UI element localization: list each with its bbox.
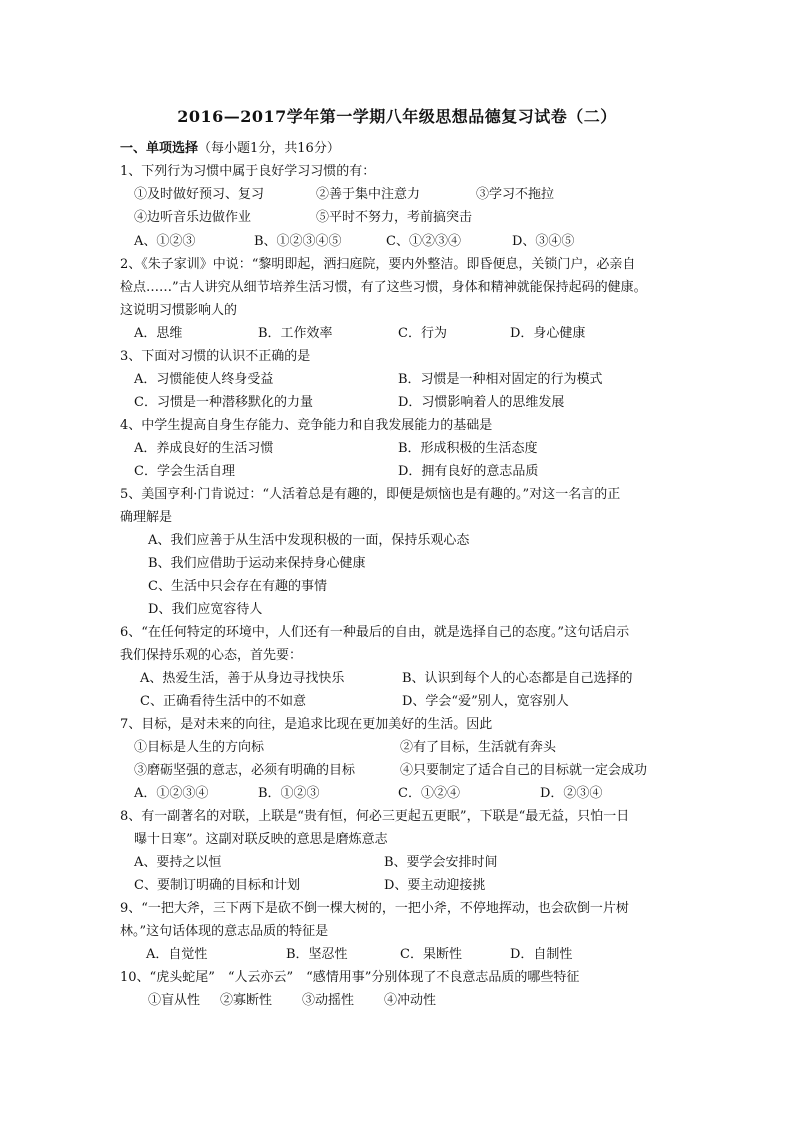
question-1-item: ①及时做好预习、复习 <box>134 187 265 202</box>
question-9-option-c: C．果断性 <box>400 947 462 962</box>
section-heading-label: 一、单项选择 <box>120 141 199 156</box>
question-5-option-d: D、我们应宽容待人 <box>148 602 263 617</box>
question-1-option-d: D、③④⑤ <box>512 234 575 249</box>
question-2-stem: 这说明习惯影响人的 <box>120 303 238 318</box>
question-10-item: ①盲从性 <box>148 993 201 1008</box>
question-5-stem: 5、美国亨利·门肯说过：“人活着总是有趣的，即便是烦恼也是有趣的。”对这一名言的正 <box>120 487 621 502</box>
question-9-option-a: A．自觉性 <box>146 947 208 962</box>
question-9-stem: 林。”这句话体现的意志品质的特征是 <box>120 924 329 939</box>
question-10-item: ②寡断性 <box>220 993 273 1008</box>
question-6-option-d: D、学会“爱”别人，宽容别人 <box>402 694 569 709</box>
question-10-stem: 10、“虎头蛇尾” “人云亦云” “感情用事”分别体现了不良意志品质的哪些特征 <box>120 970 580 985</box>
question-1-item: ②善于集中注意力 <box>316 187 421 202</box>
question-2-option-c: C．行为 <box>398 326 447 341</box>
question-8-option-c: C、要制订明确的目标和计划 <box>134 878 300 893</box>
question-7-option-a: A．①②③④ <box>134 786 209 801</box>
question-4-option-d: D．拥有良好的意志品质 <box>398 464 539 479</box>
question-5-option-a: A、我们应善于从生活中发现积极的一面，保持乐观心态 <box>148 533 470 548</box>
question-3-option-b: B．习惯是一种相对固定的行为模式 <box>398 372 603 387</box>
section-heading-note: （每小题1分，共16分） <box>198 141 340 156</box>
question-2-stem: 2、《朱子家训》中说：“黎明即起，洒扫庭院，要内外整洁。即昏便息，关锁门户，必亲自 <box>120 257 636 272</box>
question-1-item: ③学习不拖拉 <box>476 187 555 202</box>
question-3-option-a: A．习惯能使人终身受益 <box>134 372 274 387</box>
question-4-stem: 4、中学生提高自身生存能力、竞争能力和自我发展能力的基础是 <box>120 418 493 433</box>
question-7-item: ④只要制定了适合自己的目标就一定会成功 <box>400 763 648 778</box>
question-7-option-d: D．②③④ <box>540 786 603 801</box>
question-6-option-b: B、认识到每个人的心态都是自己选择的 <box>402 671 633 686</box>
question-3-option-d: D．习惯影响着人的思维发展 <box>398 395 565 410</box>
question-1-item: ④边听音乐边做作业 <box>134 210 252 225</box>
question-4-option-b: B．形成积极的生活态度 <box>398 441 538 456</box>
question-1-stem: 1、下列行为习惯中属于良好学习习惯的有： <box>120 164 376 179</box>
question-8-stem: 8、有一副著名的对联，上联是“贵有恒，何必三更起五更眠”，下联是“最无益，只怕一日 <box>120 809 630 824</box>
question-2-option-a: A．思维 <box>134 326 183 341</box>
question-2-option-b: B．工作效率 <box>258 326 333 341</box>
question-9-option-d: D．自制性 <box>510 947 573 962</box>
question-6-option-a: A、热爱生活，善于从身边寻找快乐 <box>140 671 345 686</box>
question-6-stem: 6、“在任何特定的环境中，人们还有一种最后的自由，就是选择自己的态度。”这句话启示 <box>120 625 630 640</box>
question-1-item: ⑤平时不努力，考前搞突击 <box>316 210 473 225</box>
question-8-stem: 曝十日寒”。这副对联反映的意思是磨炼意志 <box>134 832 388 847</box>
question-6-option-c: C、正确看待生活中的不如意 <box>140 694 306 709</box>
question-1-option-c: C、①②③④ <box>386 234 461 249</box>
question-3-stem: 3、下面对习惯的认识不正确的是 <box>120 349 311 364</box>
question-7-option-b: B．①②③ <box>258 786 320 801</box>
question-10-item: ③动摇性 <box>302 993 355 1008</box>
question-4-option-c: C．学会生活自理 <box>134 464 235 479</box>
question-2-option-d: D．身心健康 <box>510 326 586 341</box>
question-1-option-b: B、①②③④⑤ <box>254 234 342 249</box>
question-8-option-b: B、要学会安排时间 <box>384 855 498 870</box>
question-4-option-a: A．养成良好的生活习惯 <box>134 441 274 456</box>
question-7-item: ③磨砺坚强的意志，必须有明确的目标 <box>134 763 356 778</box>
question-7-item: ②有了目标，生活就有奔头 <box>400 740 557 755</box>
question-9-option-b: B．坚忍性 <box>286 947 348 962</box>
question-8-option-d: D、要主动迎接挑 <box>384 878 486 893</box>
question-2-stem: 检点……”古人讲究从细节培养生活习惯，有了这些习惯，身体和精神就能保持起码的健康。 <box>120 280 647 295</box>
question-3-option-c: C．习惯是一种潜移默化的力量 <box>134 395 313 410</box>
question-6-stem: 我们保持乐观的心态，首先要： <box>120 648 303 663</box>
question-5-stem: 确理解是 <box>120 510 173 525</box>
question-7-item: ①目标是人生的方向标 <box>134 740 265 755</box>
question-7-option-c: C．①②④ <box>398 786 460 801</box>
section-heading <box>120 140 340 158</box>
question-10-item: ④冲动性 <box>384 993 437 1008</box>
exam-title: 2016—2017学年第一学期八年级思想品德复习试卷（二） <box>177 107 617 126</box>
question-9-stem: 9、“一把大斧，三下两下是砍不倒一棵大树的，一把小斧，不停地挥动，也会砍倒一片树 <box>120 901 629 916</box>
question-7-stem: 7、目标，是对未来的向往，是追求比现在更加美好的生活。因此 <box>120 717 493 732</box>
question-1-option-a: A、①②③ <box>134 234 196 249</box>
question-5-option-c: C、生活中只会存在有趣的事情 <box>148 579 327 594</box>
question-8-option-a: A、要持之以恒 <box>134 855 222 870</box>
question-5-option-b: B、我们应借助于运动来保持身心健康 <box>148 556 366 571</box>
